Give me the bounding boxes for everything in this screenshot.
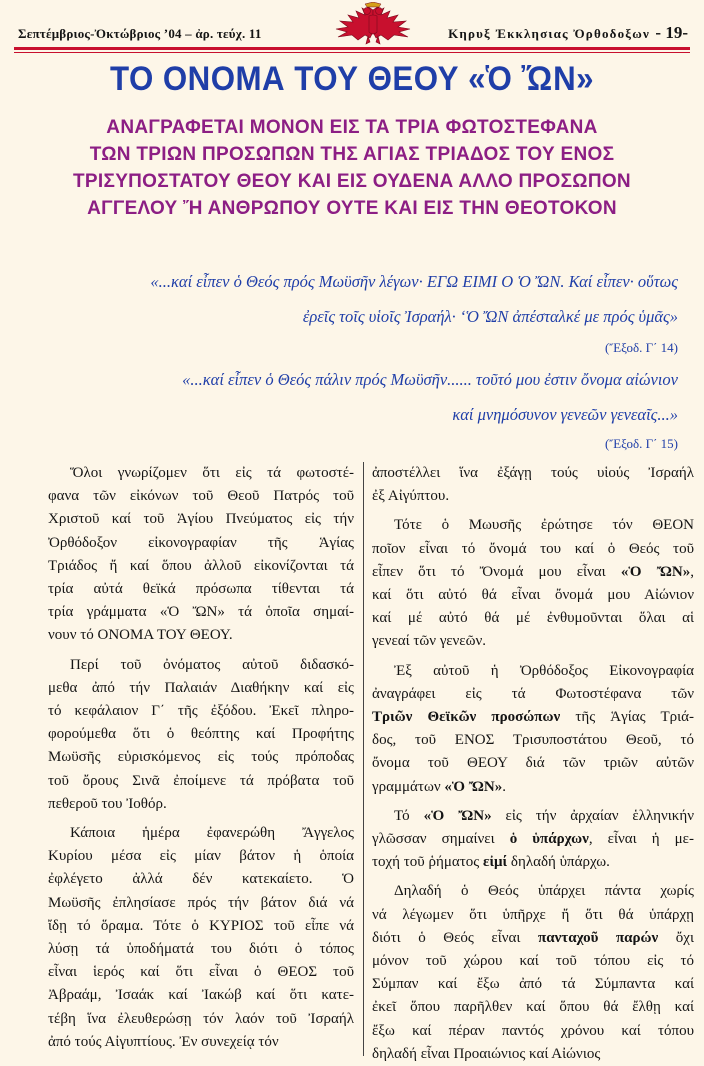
header-rule	[14, 47, 690, 50]
text-line: φορούμεθα ὅτι ὁ θεόπτης καί Προφήτης	[48, 726, 354, 743]
text-line: ἴδῃ τό ὅραμα. Τότε ὁ ΚΥΡΙΟΣ τοῦ εἶπε νά	[48, 917, 354, 934]
text-line: Σύμπαν καί ἔξω ἀπό τά Σύμπαντα καί	[372, 976, 694, 993]
scripture-quote	[150, 264, 678, 334]
quote-line: «...καί εἶπεν ὁ Θεός πρός Μωϋσῆν λέγων· ΕΓΩ ΕΙΜΙ Ο Ὁ ὬΝ. Καί εἶπεν· οὕτως	[150, 272, 678, 291]
column-divider	[363, 462, 364, 1056]
text-line: Ἀβραάμ, Ἰσαάκ καί Ἰακώβ καί ὅτι κατε-	[48, 987, 354, 1004]
text-line: Χριστοῦ καί τοῦ Ἁγίου Πνεύματος εἰς τήν	[48, 511, 354, 528]
right-column	[372, 462, 695, 1062]
text-line: Κυρίου μέσα εἰς μίαν βάτον ἡ ὁποία	[48, 848, 354, 865]
text-line: Τότε ὁ Μωυσῆς ἐρώτησε τόν ΘΕΟΝ	[394, 517, 694, 534]
scripture-reference: (Ἔξοδ. Γ΄ 14)	[605, 340, 678, 355]
text-line: τό κεφάλαιον Γ΄ τῆς ἐξόδου. Ἐκεῖ πληρο-	[48, 703, 354, 720]
text-line: εἶναι ἱερός καί ὅτι εἶναι ὁ ΘΕΟΣ τοῦ	[48, 964, 354, 981]
subtitle-line: ΤΩΝ ΤΡΙΩΝ ΠΡΟΣΩΠΩΝ ΤΗΣ ΑΓΙΑΣ ΤΡΙΑΔΟΣ ΤΟΥ ΕΝΟΣ	[89, 144, 615, 165]
paragraph	[372, 805, 694, 875]
text-line: πεθεροῦ του Ἰοθόρ.	[48, 795, 167, 812]
text-line: νουν τό ΟΝΟΜΑ ΤΟΥ ΘΕΟΥ.	[48, 627, 233, 644]
paragraph	[48, 822, 354, 1054]
text-line: ἐφλέγετο ἀλλά δέν κατεκαίετο. Ὁ	[48, 871, 354, 888]
text-line: δος, τοῦ ΕΝΟΣ Τρισυποστάτου Θεοῦ, τό	[372, 732, 694, 749]
text-line: ἐξ Αἰγύπτου.	[372, 488, 450, 505]
text-line: Ὀρθόδοξον εἰκονογραφίαν τῆς Ἁγίας	[48, 534, 354, 551]
paragraph	[48, 462, 354, 648]
text-line: τρία γράμματα «Ὁ ὬΝ» τά ὁποῖα σημαί-	[48, 604, 354, 621]
text-line: δηλαδή εἶναι Προαιώνιος καί Αἰώνιος	[372, 1045, 601, 1062]
text-line: Περί τοῦ ὀνόματος αὐτοῦ διδασκό-	[70, 656, 354, 673]
text-line: Δηλαδή ὁ Θεός ὑπάρχει πάντα χωρίς	[394, 883, 694, 900]
subtitle-line: ΑΝΑΓΡΑΦΕΤΑΙ ΜΟΝΟΝ ΕΙΣ ΤΑ ΤΡΙΑ ΦΩΤΟΣΤΕΦΑΝΑ	[106, 117, 598, 138]
paragraph	[372, 880, 694, 1066]
subtitle-line: ΑΓΓΕΛΟΥ Ἤ ΑΝΘΡΩΠΟΥ ΟΥΤΕ ΚΑΙ ΕΙΣ ΤΗΝ ΘΕΟΤΟΚΟΝ	[87, 198, 617, 219]
text-line: ποῖον εἶναι τό ὄνομά του καί ὁ Θεός τοῦ	[372, 540, 694, 557]
text-line: Τριάδος ἤ καί ὅπου ἀλλοῦ εἰκονίζονται τά	[48, 557, 354, 574]
issue-info: Σεπτέμβριος-Ὀκτώβριος ’04 – ἀρ. τεύχ. 11	[18, 26, 262, 41]
text-line: ἀναγράφει εἰς τά Φωτοστέφανα τῶν	[372, 685, 694, 702]
header-rule-thin	[14, 52, 690, 53]
text-line: φανα τῶν εἰκόνων τοῦ Θεοῦ Πατρός τοῦ	[48, 488, 354, 505]
scripture-quote	[182, 362, 678, 432]
subtitle-line: ΤΡΙΣΥΠΟΣΤΑΤΟΥ ΘΕΟΥ ΚΑΙ ΕΙΣ ΟΥΔΕΝΑ ΑΛΛΟ ΠΡΟΣΩΠΟΝ	[73, 171, 631, 192]
article-title: ΤΟ ΟΝΟΜΑ ΤΟΥ ΘΕΟΥ «Ὁ ὬΝ»	[109, 60, 595, 98]
text-line: λύσῃ τά ὑποδήματά του διότι ὁ τόπος	[48, 941, 354, 958]
text-line: τοῦ ὄρους Σινᾶ ἐποίμενε τά πρόβατα τοῦ	[48, 772, 354, 789]
text-line: Κάποια ἡμέρα ἐφανερώθη Ἄγγελος	[70, 825, 354, 842]
text-line: ἔξω καί πέραν παντός χρόνου καί τόπου	[372, 1022, 694, 1039]
text-line: καί μέ αὐτό θά μέ ἐνθυμοῦνται ὅλαι αἱ	[372, 610, 694, 627]
quote-line: ἐρεῖς τοῖς υἱοῖς Ἰσραήλ· ‘Ὁ ὬΝ ἀπέσταλκέ με πρός ὑμᾶς»	[302, 307, 678, 326]
text-line: Μωϋσῆς εὑρισκόμενος εἰς τούς πρόποδας	[48, 749, 354, 766]
text-line: γενεαί τῶν γενεῶν.	[372, 633, 486, 650]
text-line: μεθα ἀπό τήν Παλαιάν Διαθήκην καί εἰς	[48, 679, 354, 696]
text-line: τρία αὐτά θεϊκά πρόσωπα τίθενται τά	[48, 581, 354, 598]
text-line: ἐκεῖ ὅπου παρῆλθεν καί ὅπου θά ἔλθῃ καί	[372, 999, 694, 1016]
double-headed-eagle-icon	[332, 2, 414, 48]
text-line: διότι ὁ Θεός εἶναι πανταχοῦ παρών ὄχι	[372, 929, 694, 946]
quote-line: «...καί εἶπεν ὁ Θεός πάλιν πρός Μωϋσῆν...... τοῦτό μου ἐστιν ὄνομα αἰώνιον	[182, 370, 678, 389]
text-line: Ἐξ αὐτοῦ ἡ Ὀρθόδοξος Εἰκονογραφία	[394, 662, 694, 679]
page-number: - 19-	[655, 23, 688, 42]
text-line: ἀπό τούς Αἰγυπτίους. Ἐν συνεχείᾳ τόν	[48, 1033, 279, 1050]
text-line: μόνον τοῦ χώρου καί τοῦ τόπου εἰς τό	[372, 953, 694, 970]
newspaper-name: Κηρυξ Ἐκκλησιας Ὀρθοδοξων	[448, 26, 650, 41]
text-line: ὄνομα τοῦ ΘΕΟΥ διά τῶν τριῶν αὐτῶν	[372, 755, 694, 772]
text-line: Ὅλοι γνωρίζομεν ὅτι εἰς τά φωτοστέ-	[70, 465, 354, 481]
text-line: ἀποστέλλει ἵνα ἐξάγῃ τούς υἱούς Ἰσραήλ	[372, 465, 694, 481]
text-line: τοχή τοῦ ῥήματος εἰμί δηλαδή ὑπάρχω.	[372, 854, 610, 871]
paragraph	[48, 654, 354, 816]
text-line: γλῶσσαν σημαίνει ὁ ὑπάρχων, εἶναι ἡ με-	[372, 831, 694, 848]
text-line: Μωϋσῆς ἐπλησίασε πρός τήν βάτον διά νά	[48, 894, 354, 911]
quote-line: καί μνημόσυνον γενεῶν γενεαῖς...»	[452, 405, 678, 424]
text-line: τέβη ἵνα ἐλευθερώσῃ τόν λαόν τοῦ Ἰσραήλ	[48, 1010, 354, 1027]
left-column	[48, 462, 354, 1056]
text-line: Τό «Ὁ ὬΝ» εἰς τήν ἀρχαίαν ἑλληνικήν	[394, 807, 694, 824]
text-line: Τριῶν Θεϊκῶν προσώπων τῆς Ἁγίας Τριά-	[372, 709, 695, 726]
article-subtitle	[20, 114, 684, 222]
paragraph	[372, 514, 694, 653]
text-line: καί ὅτι αὐτό θά εἶναι ὄνομά μου Αἰώνιον	[372, 587, 694, 604]
paragraph	[372, 462, 694, 508]
text-line: νά λέγωμεν ὅτι ὑπῆρχε ἤ ὅτι θά ὑπάρχῃ	[372, 906, 694, 923]
text-line: γραμμάτων «Ὁ ὬΝ».	[372, 778, 506, 795]
scripture-reference: (Ἔξοδ. Γ΄ 15)	[605, 436, 678, 451]
paragraph	[372, 660, 694, 799]
text-line: εἶπεν ὅτι τό Ὄνομά μου εἶναι «Ὁ ὬΝ»,	[372, 563, 694, 580]
